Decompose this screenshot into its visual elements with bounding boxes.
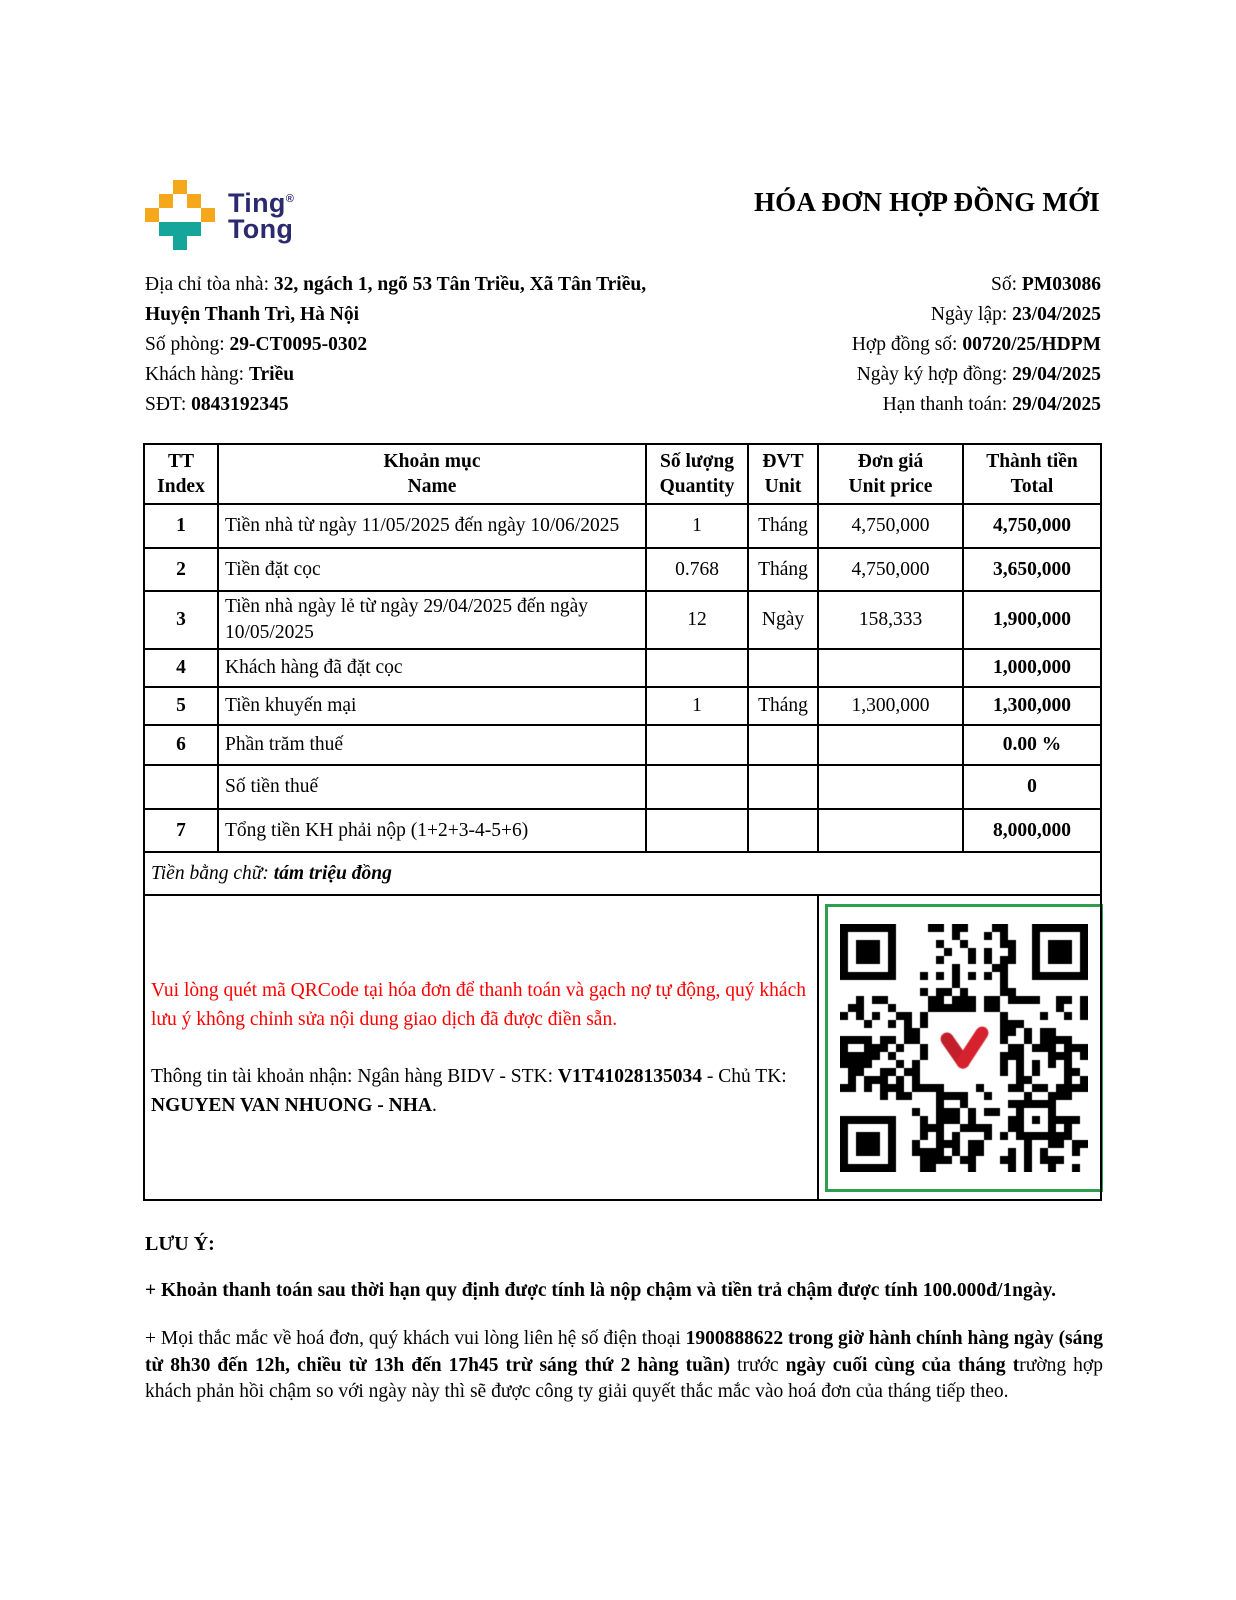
cell-total: 1,900,000 xyxy=(963,591,1101,649)
cell-name: Phần trăm thuế xyxy=(218,725,646,765)
cell-name: Tiền nhà ngày lẻ từ ngày 29/04/2025 đến ngày 10/05/2025 xyxy=(218,591,646,649)
cell-price xyxy=(818,725,963,765)
tingtong-logo-icon xyxy=(145,180,215,250)
cell-total: 3,650,000 xyxy=(963,548,1101,591)
cell-total: 0.00 % xyxy=(963,725,1101,765)
cell-tt: 2 xyxy=(144,548,218,591)
header-qty: Số lượng Quantity xyxy=(646,444,748,504)
cell-name: Tổng tiền KH phải nộp (1+2+3-4-5+6) xyxy=(218,809,646,852)
cell-tt: 3 xyxy=(144,591,218,649)
table-row xyxy=(144,591,1101,649)
table-row xyxy=(144,649,1101,687)
logo-pixel xyxy=(173,236,187,250)
hotline-note: + Mọi thắc mắc về hoá đơn, quý khách vui lòng liên hệ số điện thoại 1900888622 trong giờ hành chính hàng ngày (sáng từ 8h30 đến 12h, chiều từ 13h đến 17h45 trừ sáng thứ 2 hàng tuần) trước ngày cuối cùng của tháng trường hợp khách phản hồi chậm so với ngày này thì sẽ được công ty giải quyết thắc mắc vào hoá đơn của tháng tiếp theo. xyxy=(145,1328,1103,1402)
cell-qty: 1 xyxy=(646,687,748,725)
brand-wordmark xyxy=(228,186,294,242)
header-price: Đơn giá Unit price xyxy=(818,444,963,504)
table-row xyxy=(144,725,1101,765)
amount-in-words: Tiền bằng chữ: tám triệu đồng xyxy=(144,852,1101,895)
logo-pixel xyxy=(159,222,201,236)
cell-unit: Ngày xyxy=(748,591,818,649)
info-line-contract-number: Hợp đồng số: 00720/25/HDPM xyxy=(851,334,1101,355)
logo-pixel xyxy=(187,194,201,208)
brand-word1: Ting xyxy=(228,188,286,218)
cell-total: 0 xyxy=(963,765,1101,809)
cell-total: 4,750,000 xyxy=(963,504,1101,548)
info-line-due-date: Hạn thanh toán: 29/04/2025 xyxy=(882,394,1101,415)
header-total: Thành tiền Total xyxy=(963,444,1101,504)
cell-tt: 7 xyxy=(144,809,218,852)
cell-unit xyxy=(748,809,818,852)
info-line-sign-date: Ngày ký hợp đồng: 29/04/2025 xyxy=(856,364,1101,385)
header-name: Khoản mục Name xyxy=(218,444,646,504)
invoice-info xyxy=(145,270,1101,420)
table-row xyxy=(144,548,1101,591)
late-payment-note: + Khoản thanh toán sau thời hạn quy định được tính là nộp chậm và tiền trả chậm được tính 100.000đ/1ngày. xyxy=(145,1280,1057,1301)
payment-instructions xyxy=(144,895,818,1200)
table-row xyxy=(144,687,1101,725)
cell-tt: 1 xyxy=(144,504,218,548)
cell-unit: Tháng xyxy=(748,548,818,591)
cell-price: 158,333 xyxy=(818,591,963,649)
footer-notes xyxy=(145,1233,1103,1406)
qr-code xyxy=(840,924,1088,1172)
logo-pixel xyxy=(159,194,173,208)
cell-unit xyxy=(748,765,818,809)
amount-in-words-row xyxy=(144,852,1101,895)
cell-unit: Tháng xyxy=(748,504,818,548)
table-row xyxy=(144,504,1101,548)
cell-tt: 6 xyxy=(144,725,218,765)
cell-price: 4,750,000 xyxy=(818,548,963,591)
cell-name: Số tiền thuế xyxy=(218,765,646,809)
table-row xyxy=(144,765,1101,809)
header-tt: TT Index xyxy=(144,444,218,504)
qr-notice-text: Vui lòng quét mã QRCode tại hóa đơn để thanh toán và gạch nợ tự động, quý khách lưu ý không chỉnh sửa nội dung giao dịch đã được điền sẵn. xyxy=(151,979,806,1030)
cell-price xyxy=(818,649,963,687)
info-line-address2: Huyện Thanh Trì, Hà Nội xyxy=(145,304,360,325)
cell-total: 8,000,000 xyxy=(963,809,1101,852)
cell-qty xyxy=(646,809,748,852)
info-line-phone: SĐT: 0843192345 xyxy=(145,394,289,415)
logo-pixel xyxy=(145,208,159,222)
info-line-room: Số phòng: 29-CT0095-0302 xyxy=(145,334,368,355)
brand-word2: Tong xyxy=(228,214,294,244)
cell-unit: Tháng xyxy=(748,687,818,725)
cell-price xyxy=(818,765,963,809)
invoice-meta xyxy=(852,270,1101,420)
cell-total: 1,000,000 xyxy=(963,649,1101,687)
cell-qty xyxy=(646,649,748,687)
cell-total: 1,300,000 xyxy=(963,687,1101,725)
cell-unit xyxy=(748,725,818,765)
cell-qty xyxy=(646,765,748,809)
logo-pixel xyxy=(173,180,187,194)
notes-heading: LƯU Ý: xyxy=(145,1233,215,1255)
cell-qty: 1 xyxy=(646,504,748,548)
cell-name: Khách hàng đã đặt cọc xyxy=(218,649,646,687)
invoice-table xyxy=(143,443,1102,1201)
page-title: HÓA ĐƠN HỢP ĐỒNG MỚI xyxy=(753,187,1100,217)
cell-tt: 5 xyxy=(144,687,218,725)
cell-name: Tiền khuyến mại xyxy=(218,687,646,725)
cell-price xyxy=(818,809,963,852)
table-header-row xyxy=(144,444,1101,504)
cell-qty: 12 xyxy=(646,591,748,649)
qr-code-cell xyxy=(818,895,1101,1200)
cell-qty: 0.768 xyxy=(646,548,748,591)
cell-tt: 4 xyxy=(144,649,218,687)
cell-name: Tiền nhà từ ngày 11/05/2025 đến ngày 10/06/2025 xyxy=(218,504,646,548)
qr-payment-row xyxy=(144,895,1101,1200)
cell-name: Tiền đặt cọc xyxy=(218,548,646,591)
header-unit: ĐVT Unit xyxy=(748,444,818,504)
cell-tt xyxy=(144,765,218,809)
info-line-customer: Khách hàng: Triều xyxy=(145,364,295,385)
registered-mark: ® xyxy=(285,193,295,205)
cell-unit xyxy=(748,649,818,687)
info-line-issue-date: Ngày lập: 23/04/2025 xyxy=(930,304,1101,325)
qr-code-frame xyxy=(825,904,1103,1192)
brand-logo xyxy=(145,180,294,250)
cell-price: 1,300,000 xyxy=(818,687,963,725)
cell-price: 4,750,000 xyxy=(818,504,963,548)
info-line-address1: Địa chỉ tòa nhà: 32, ngách 1, ngõ 53 Tân Triều, Xã Tân Triều, xyxy=(145,274,647,295)
table-row xyxy=(144,809,1101,852)
info-line-number: Số: PM03086 xyxy=(991,274,1101,295)
logo-pixel xyxy=(201,208,215,222)
cell-qty xyxy=(646,725,748,765)
bank-account-info: Thông tin tài khoản nhận: Ngân hàng BIDV - STK: V1T41028135034 - Chủ TK: NGUYEN VAN NHUONG - NHA. xyxy=(151,1065,787,1116)
customer-info xyxy=(145,270,646,420)
